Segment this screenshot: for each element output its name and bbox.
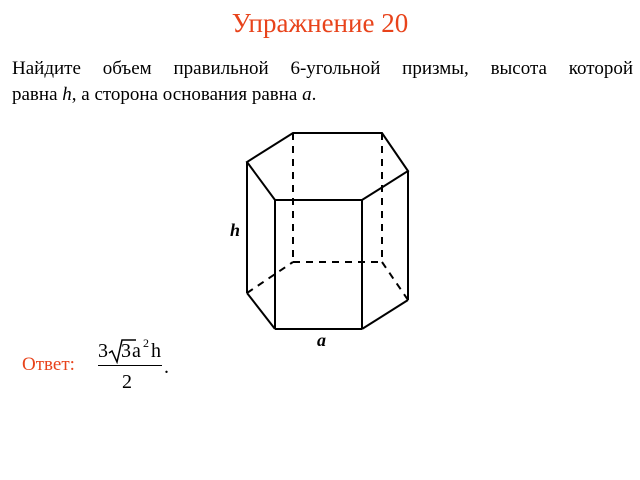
formula-denominator: 2 (122, 371, 132, 393)
hidden-edge (382, 262, 408, 300)
height-label: h (230, 220, 241, 240)
answer-formula (96, 336, 186, 396)
top-hexagon (247, 133, 408, 200)
prism-edge (362, 300, 408, 329)
hidden-edge (247, 262, 293, 293)
problem-line-1: Найдите объем правильной 6-угольной призмы, высота которой (12, 58, 633, 79)
prism-edge (247, 293, 275, 329)
problem-text-part: . (311, 84, 317, 105)
formula-radicand: 3 (121, 340, 131, 362)
variable-h: h (62, 84, 72, 105)
formula-period: . (164, 356, 169, 378)
formula-exponent: 2 (143, 336, 149, 350)
formula-var-a: a (132, 340, 141, 362)
problem-text-part: равна (12, 84, 63, 105)
formula-coefficient: 3 (98, 340, 108, 362)
fraction-bar (98, 365, 162, 366)
side-label: a (317, 330, 326, 350)
variable-a: a (302, 84, 312, 105)
formula-var-h: h (151, 340, 161, 362)
answer-label: Ответ: (22, 354, 75, 375)
slide-title: Упражнение 20 (231, 8, 409, 38)
problem-text-part: , а сторона основания равна (71, 84, 303, 105)
